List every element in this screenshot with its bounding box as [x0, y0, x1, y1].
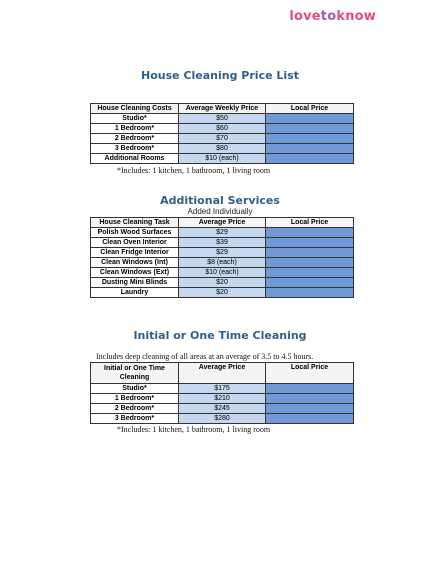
local-price-cell[interactable]: [266, 384, 354, 394]
local-price-cell[interactable]: [266, 154, 354, 164]
table-row: [91, 384, 354, 394]
average-price-cell: $60: [179, 124, 266, 134]
row-label: Laundry: [91, 288, 179, 298]
row-label: 1 Bedroom*: [91, 394, 179, 404]
header-cell: House Cleaning Task: [91, 218, 179, 228]
average-price-cell: $50: [179, 114, 266, 124]
logo-part-know: know: [336, 9, 376, 24]
table-row: [91, 288, 354, 298]
table-row: [91, 278, 354, 288]
header-cell: Average Price: [179, 363, 266, 384]
local-price-cell[interactable]: [266, 248, 354, 258]
average-price-cell: $70: [179, 134, 266, 144]
row-label: Polish Wood Surfaces: [91, 228, 179, 238]
local-price-cell[interactable]: [266, 288, 354, 298]
includes-note: *Includes: 1 kitchen, 1 bathroom, 1 living room: [117, 166, 271, 175]
header-cell: House Cleaning Costs: [91, 104, 179, 114]
section3-subtitle: Includes deep cleaning of all areas at an average of 3.5 to 4.5 hours.: [96, 352, 314, 361]
local-price-cell[interactable]: [266, 124, 354, 134]
average-price-cell: $80: [179, 144, 266, 154]
header-cell: Initial or One Time Cleaning: [91, 363, 179, 384]
table-row: [91, 268, 354, 278]
average-price-cell: $10 (each): [179, 268, 266, 278]
local-price-cell[interactable]: [266, 268, 354, 278]
average-price-cell: $29: [179, 228, 266, 238]
table-row: [91, 394, 354, 404]
table-row: [91, 248, 354, 258]
row-label: 3 Bedroom*: [91, 144, 179, 154]
row-label: Studio*: [91, 114, 179, 124]
table-header-row: [91, 104, 354, 114]
average-price-cell: $245: [179, 404, 266, 414]
table-row: [91, 414, 354, 424]
table-row: [91, 228, 354, 238]
average-price-cell: $29: [179, 248, 266, 258]
local-price-cell[interactable]: [266, 238, 354, 248]
table-row: [91, 114, 354, 124]
average-price-cell: $39: [179, 238, 266, 248]
local-price-cell[interactable]: [266, 144, 354, 154]
table-header-row: [91, 363, 354, 384]
local-price-cell[interactable]: [266, 134, 354, 144]
local-price-cell[interactable]: [266, 278, 354, 288]
row-label: Clean Oven Interior: [91, 238, 179, 248]
table-row: [91, 134, 354, 144]
header-cell: Local Price: [266, 104, 354, 114]
local-price-cell[interactable]: [266, 414, 354, 424]
row-label: 2 Bedroom*: [91, 134, 179, 144]
row-label: 3 Bedroom*: [91, 414, 179, 424]
table-row: [91, 144, 354, 154]
row-label: 1 Bedroom*: [91, 124, 179, 134]
additional-services-table: [90, 217, 354, 298]
average-price-cell: $175: [179, 384, 266, 394]
local-price-cell[interactable]: [266, 394, 354, 404]
row-label: Clean Fridge Interior: [91, 248, 179, 258]
average-price-cell: $280: [179, 414, 266, 424]
row-label: Additional Rooms: [91, 154, 179, 164]
local-price-cell[interactable]: [266, 228, 354, 238]
table-row: [91, 124, 354, 134]
row-label: Clean Windows (Int): [91, 258, 179, 268]
table-row: [91, 404, 354, 414]
section2-subtitle: Added Individually: [187, 207, 253, 216]
includes-note: *Includes: 1 kitchen, 1 bathroom, 1 living room: [117, 425, 271, 434]
local-price-cell[interactable]: [266, 404, 354, 414]
average-price-cell: $10 (each): [179, 154, 266, 164]
average-price-cell: $8 (each): [179, 258, 266, 268]
row-label: Studio*: [91, 384, 179, 394]
average-price-cell: $20: [179, 278, 266, 288]
table-row: [91, 154, 354, 164]
section2-title: Additional Services: [160, 194, 280, 207]
table-row: [91, 238, 354, 248]
average-price-cell: $20: [179, 288, 266, 298]
logo-part-to: to: [320, 9, 337, 24]
header-cell: Local Price: [266, 218, 354, 228]
header-cell: Local Price: [266, 363, 354, 384]
section3-title: Initial or One Time Cleaning: [133, 329, 307, 342]
local-price-cell[interactable]: [266, 258, 354, 268]
header-cell: Average Weekly Price: [179, 104, 266, 114]
logo-part-love: love: [289, 9, 321, 24]
row-label: 2 Bedroom*: [91, 404, 179, 414]
header-cell: Average Price: [179, 218, 266, 228]
row-label: Dusting Mini Blinds: [91, 278, 179, 288]
section1-title: House Cleaning Price List: [141, 69, 299, 82]
lovetoknow-logo[interactable]: [289, 9, 376, 24]
table-row: [91, 258, 354, 268]
table-header-row: [91, 218, 354, 228]
row-label: Clean Windows (Ext): [91, 268, 179, 278]
local-price-cell[interactable]: [266, 114, 354, 124]
average-price-cell: $210: [179, 394, 266, 404]
initial-cleaning-table: [90, 362, 354, 424]
price-list-table: [90, 103, 354, 164]
